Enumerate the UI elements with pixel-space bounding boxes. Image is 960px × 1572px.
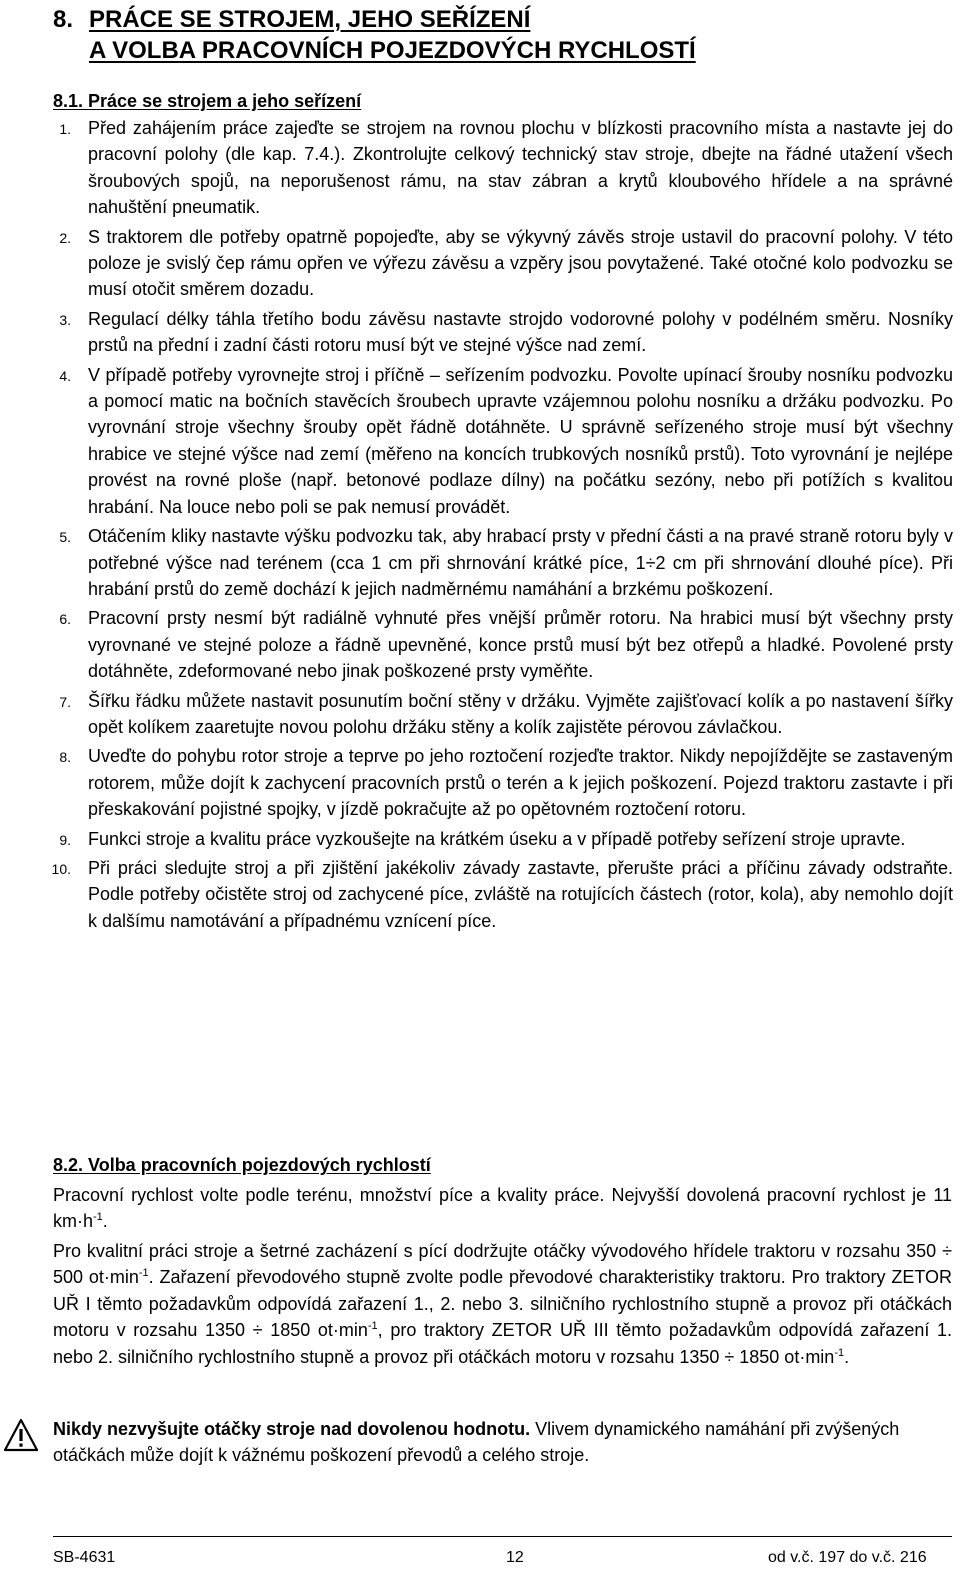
warning-bold: Nikdy nezvyšujte otáčky stroje nad dovolenou hodnotu.	[53, 1419, 531, 1439]
list-item-text: Šířku řádku můžete nastavit posunutím boční stěny v držáku. Vyjměte zajišťovací kolík a po nastavení šířky opět kolíkem zaaretujte novou polohu držáku stěny a kolík zajistěte pérovou závlačkou.	[88, 690, 953, 737]
list-item	[53, 855, 953, 934]
list-item	[53, 743, 953, 822]
warning-triangle-icon	[4, 1418, 38, 1452]
list-item-text: Pracovní prsty nesmí být radiálně vyhnuté přes vnější průměr rotoru. Na hrabici musí být všechny prsty vyrovnané ve stejné poloze a řádně upevněné, konce prstů musí být bez otřepů a hladké. Povolené prsty dotáhněte, zdeformované nebo jinak poškozené prsty vyměňte.	[88, 608, 953, 682]
list-item	[53, 224, 953, 303]
list-item-text: Funkci stroje a kvalitu práce vyzkoušejte na krátkém úseku a v případě potřeby seřízení stroje upravte.	[88, 828, 906, 849]
section-title-line2: A VOLBA PRACOVNÍCH POJEZDOVÝCH RYCHLOSTÍ	[89, 37, 696, 64]
list-item-number: 2.	[59, 229, 71, 246]
list-item-number: 10.	[51, 860, 71, 877]
footer-serial-range: od v.č. 197 do v.č. 216	[768, 1549, 927, 1566]
list-item-number: 5.	[59, 529, 71, 546]
list-item	[53, 523, 953, 602]
list-item	[53, 362, 953, 520]
list-item	[53, 115, 953, 221]
list-item-text: Uveďte do pohybu rotor stroje a teprve po jeho roztočení rozjeďte traktor. Nikdy nepojíždějte se zastaveným rotorem, může dojít k zachycení pracovních prstů o terén a k jejich poškození. Pojezd traktoru zastavte i při přeskakování pojistné spojky, v jízdě pokračujte až po opětovném roztočení rotoru.	[88, 746, 953, 820]
list-item-number: 6.	[59, 611, 71, 628]
paragraph-pto-speed: Pro kvalitní práci stroje a šetrné zacházení s pící dodržujte otáčky vývodového hřídele traktoru v rozsahu 350 ÷ 500 $ot\cdot\min^{-1}$. Zařazení převodového stupně zvolte podle převodové charakteristiky traktoru. Pro traktory ZETOR UŘ I těmto požadavkům odpovídá zařazení 1., 2. nebo 3. silničního rychlostního stupně a provoz při otáčkách motoru v rozsahu 1350 ÷ 1850 $ot\cdot\min^{-1}$, pro traktory ZETOR UŘ III těmto požadavkům odpovídá zařazení 1. nebo 2. silničního rychlostního stupně a provoz při otáčkách motoru v rozsahu 1350 ÷ 1850 $ot\cdot\min^{-1}$.	[53, 1241, 952, 1367]
section-number: 8.	[53, 6, 74, 33]
subsection-heading-8-1: 8.1. Práce se strojem a jeho seřízení	[53, 91, 362, 111]
list-item-number: 8.	[59, 749, 71, 766]
list-item	[53, 605, 953, 684]
adjustment-steps-list	[53, 115, 953, 937]
list-item-number: 3.	[59, 311, 71, 328]
section-title	[53, 4, 933, 66]
footer-page-number: 12	[506, 1549, 524, 1566]
paragraph-working-speed: Pracovní rychlost volte podle terénu, množství píce a kvality práce. Nejvyšší dovolená pracovní rychlost je 11 $km\cdot h^{-1}$.	[53, 1185, 952, 1232]
list-item-text: Regulací délky táhla třetího bodu závěsu nastavte strojdo vodorovné polohy v podélném směru. Nosníky prstů na přední i zadní části rotoru musí být ve stejné výšce nad zemí.	[88, 308, 953, 356]
subsection-heading-8-2: 8.2. Volba pracovních pojezdových rychlostí	[53, 1155, 431, 1175]
list-item-number: 9.	[59, 831, 71, 848]
list-item-text: V případě potřeby vyrovnejte stroj i příčně – seřízením podvozku. Povolte upínací šrouby nosníku podvozku a pomocí matic na bočních stavěcích šroubech upravte vzájemnou polohu nosníku a držáku podvozku. Po vyrovnání stroje všechny šrouby opět řádně dotáhněte. U správně seřízeného stroje musí být všechny hrabice ve stejné výšce nad zemí (měřeno na koncích trubkových nosníků prstů). Toto vyrovnání je nejlépe provést na rovné ploše (např. betonové podlaze dílny) na počátku sezóny, nebo při potížích s kvalitou hrabání. Na louce nebo poli se pak nemusí provádět.	[88, 364, 953, 517]
list-item-text: Před zahájením práce zajeďte se strojem na rovnou plochu v blízkosti pracovního místa a nastavte jej do pracovní polohy (dle kap. 7.4.). Zkontrolujte celkový technický stav stroje, dbejte na řádné utažení všech šroubových spojů, na neporušenost rámu, na stav zábran a krytů kloubového hřídele a na správné nahuštění pneumatik.	[88, 118, 953, 218]
list-item-number: 4.	[59, 367, 71, 384]
list-item-text: S traktorem dle potřeby opatrně popojeďte, aby se výkyvný závěs stroje ustavil do pracovní polohy. V této poloze je svislý čep rámu opřen ve výřezu závěsu a vzpěry jsou povytažené. Také otočné kolo podvozku se musí otočit směrem dozadu.	[88, 226, 953, 300]
footer-divider	[53, 1536, 952, 1537]
list-item-text: Při práci sledujte stroj a při zjištění jakékoliv závady zastavte, přerušte práci a příčinu závady odstraňte. Podle potřeby očistěte stroj od zachycené píce, zvláště na rotujících částech (rotor, kola), aby nemohlo dojít k dalšímu namotávání a případnému vznícení píce.	[88, 857, 953, 931]
list-item-number: 1.	[59, 121, 71, 137]
list-item-number: 7.	[59, 693, 71, 710]
footer-doc-code: SB-4631	[53, 1549, 116, 1566]
list-item-text: Otáčením kliky nastavte výšku podvozku tak, aby hrabací prsty v přední části a na pravé straně rotoru byly v potřebné výšce nad terénem (cca 1 cm při shrnování krátké píce, 1÷2 cm při shrnování dlouhé píce). Při hrabání prstů do země dochází k jejich nadměrnému namáhání a brzkému poškození.	[88, 526, 953, 599]
section-title-line1: PRÁCE SE STROJEM, JEHO SEŘÍZENÍ	[89, 6, 531, 33]
list-item	[53, 306, 953, 359]
list-item	[53, 826, 953, 852]
warning-text	[53, 1416, 952, 1469]
list-item	[53, 688, 953, 741]
warning-rest: Vlivem dynamického namáhání při zvýšených otáčkách může dojít k vážnému poškození převodů a celého stroje.	[53, 1419, 900, 1466]
